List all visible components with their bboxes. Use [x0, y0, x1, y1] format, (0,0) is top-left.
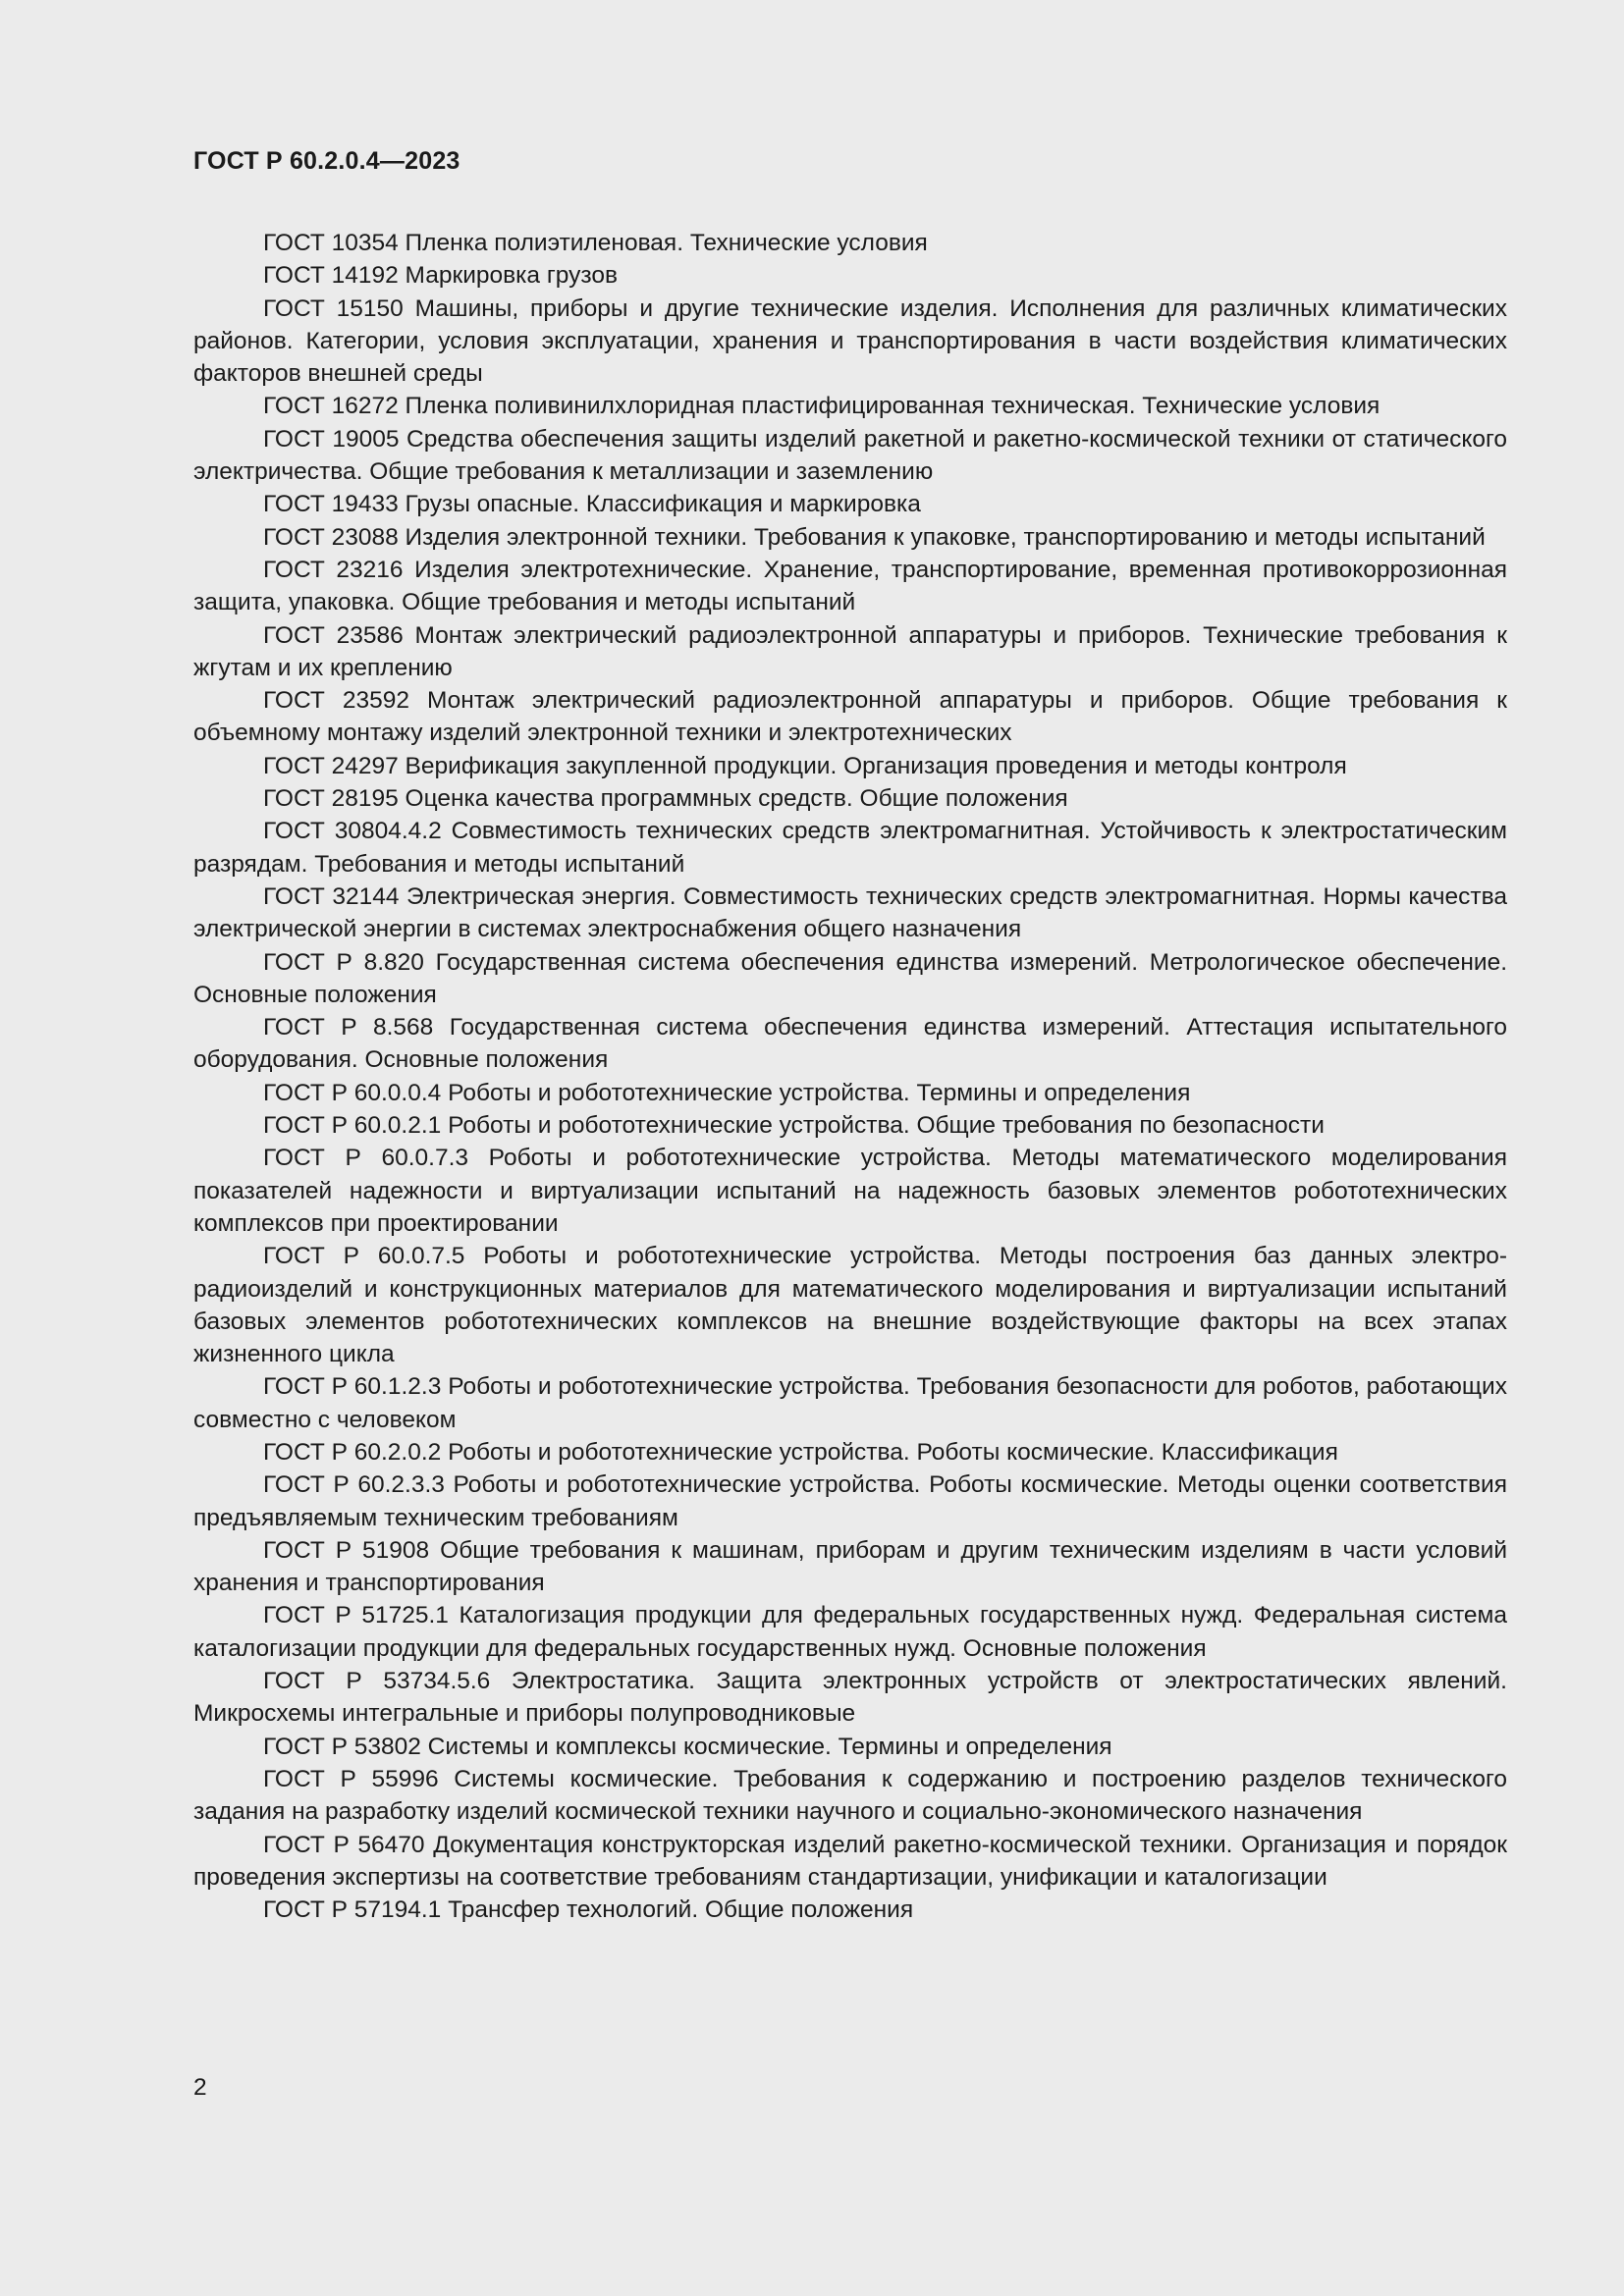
- reference-item: ГОСТ 23216 Изделия электротехнические. Хранение, транспортирование, временная противокоррозионная защита, упаковка. Общие требования и методы испытаний: [193, 556, 1507, 616]
- reference-item: ГОСТ Р 53802 Системы и комплексы космические. Термины и определения: [263, 1733, 1112, 1760]
- reference-item: ГОСТ Р 51908 Общие требования к машинам, приборам и другим техническим изделиям в части условий хранения и транспортирования: [193, 1536, 1507, 1597]
- reference-item: ГОСТ 28195 Оценка качества программных средств. Общие положения: [263, 785, 1068, 813]
- reference-item: ГОСТ 32144 Электрическая энергия. Совместимость технических средств электромагнитная. Нормы качества электрической энергии в системах электроснабжения общего назначения: [193, 882, 1507, 943]
- reference-item: ГОСТ 15150 Машины, приборы и другие технические изделия. Исполнения для различных климатических районов. Категории, условия эксплуатации, хранения и транспортирования в части воздействия климатических факторов внешней среды: [193, 294, 1507, 388]
- reference-item: ГОСТ 10354 Пленка полиэтиленовая. Технические условия: [263, 230, 928, 256]
- reference-item: ГОСТ Р 53734.5.6 Электростатика. Защита электронных устройств от электростатических явлений. Микросхемы интегральные и приборы полупроводниковые: [193, 1668, 1507, 1728]
- normative-references-list: [193, 227, 1507, 1926]
- reference-item: ГОСТ 19005 Средства обеспечения защиты изделий ракетной и ракетно-космической техники от статического электричества. Общие требования к металлизации и заземлению: [193, 425, 1507, 486]
- document-header: ГОСТ Р 60.2.0.4—2023: [193, 147, 460, 175]
- reference-item: ГОСТ 23088 Изделия электронной техники. Требования к упаковке, транспортированию и методы испытаний: [263, 523, 1486, 551]
- page-number: 2: [193, 2074, 207, 2101]
- reference-item: ГОСТ 30804.4.2 Совместимость технических средств электромагнитная. Устойчивость к электростатическим разрядам. Требования и методы испытаний: [193, 818, 1507, 878]
- reference-item: ГОСТ 16272 Пленка поливинилхлоридная пластифицированная техническая. Технические условия: [263, 393, 1380, 420]
- reference-item: ГОСТ Р 60.2.3.3 Роботы и робототехнические устройства. Роботы космические. Методы оценки соответствия предъявляемым техническим требованиям: [193, 1471, 1507, 1531]
- reference-item: ГОСТ 23592 Монтаж электрический радиоэлектронной аппаратуры и приборов. Общие требования к объемному монтажу изделий электронной техники и электротехнических: [193, 687, 1507, 747]
- reference-item: ГОСТ 14192 Маркировка грузов: [263, 262, 618, 290]
- reference-item: ГОСТ Р 51725.1 Каталогизация продукции для федеральных государственных нужд. Федеральная система каталогизации продукции для федеральных государственных нужд. Основные положения: [193, 1602, 1507, 1662]
- reference-item: ГОСТ Р 60.1.2.3 Роботы и робототехнические устройства. Требования безопасности для роботов, работающих совместно с человеком: [193, 1373, 1507, 1433]
- reference-item: ГОСТ Р 56470 Документация конструкторская изделий ракетно-космической техники. Организация и порядок проведения экспертизы на соответствие требованиям стандартизации, унификации и каталогизации: [193, 1831, 1507, 1891]
- reference-item: ГОСТ 19433 Грузы опасные. Классификация и маркировка: [263, 491, 921, 518]
- reference-item: ГОСТ Р 60.0.0.4 Роботы и робототехнические устройства. Термины и определения: [263, 1079, 1191, 1106]
- reference-item: ГОСТ Р 8.568 Государственная система обеспечения единства измерений. Аттестация испытательного оборудования. Основные положения: [193, 1014, 1507, 1074]
- reference-item: ГОСТ Р 60.0.7.3 Роботы и робототехнические устройства. Методы математического моделирования показателей надежности и виртуализации испытаний на надежность базовых элементов робототехнических комплексов при проектировании: [193, 1145, 1507, 1237]
- reference-item: ГОСТ 24297 Верификация закупленной продукции. Организация проведения и методы контроля: [263, 752, 1347, 779]
- reference-item: ГОСТ Р 60.0.7.5 Роботы и робототехнические устройства. Методы построения баз данных электрорадиоизделий и конструкционных материалов для математического моделирования и виртуализации испытаний базовых элементов робототехнических комплексов на внешние воздействующие факторы на всех этапах жизненного цикла: [193, 1243, 1507, 1368]
- reference-item: ГОСТ 23586 Монтаж электрический радиоэлектронной аппаратуры и приборов. Технические требования к жгутам и их креплению: [193, 621, 1507, 681]
- reference-item: ГОСТ Р 60.0.2.1 Роботы и робототехнические устройства. Общие требования по безопасности: [263, 1112, 1325, 1140]
- reference-item: ГОСТ Р 8.820 Государственная система обеспечения единства измерений. Метрологическое обеспечение. Основные положения: [193, 948, 1507, 1008]
- reference-item: ГОСТ Р 55996 Системы космические. Требования к содержанию и построению разделов технического задания на разработку изделий космической техники научного и социально-экономического назначения: [193, 1765, 1507, 1826]
- reference-item: ГОСТ Р 57194.1 Трансфер технологий. Общие положения: [263, 1896, 914, 1924]
- reference-item: ГОСТ Р 60.2.0.2 Роботы и робототехнические устройства. Роботы космические. Классификация: [263, 1438, 1338, 1466]
